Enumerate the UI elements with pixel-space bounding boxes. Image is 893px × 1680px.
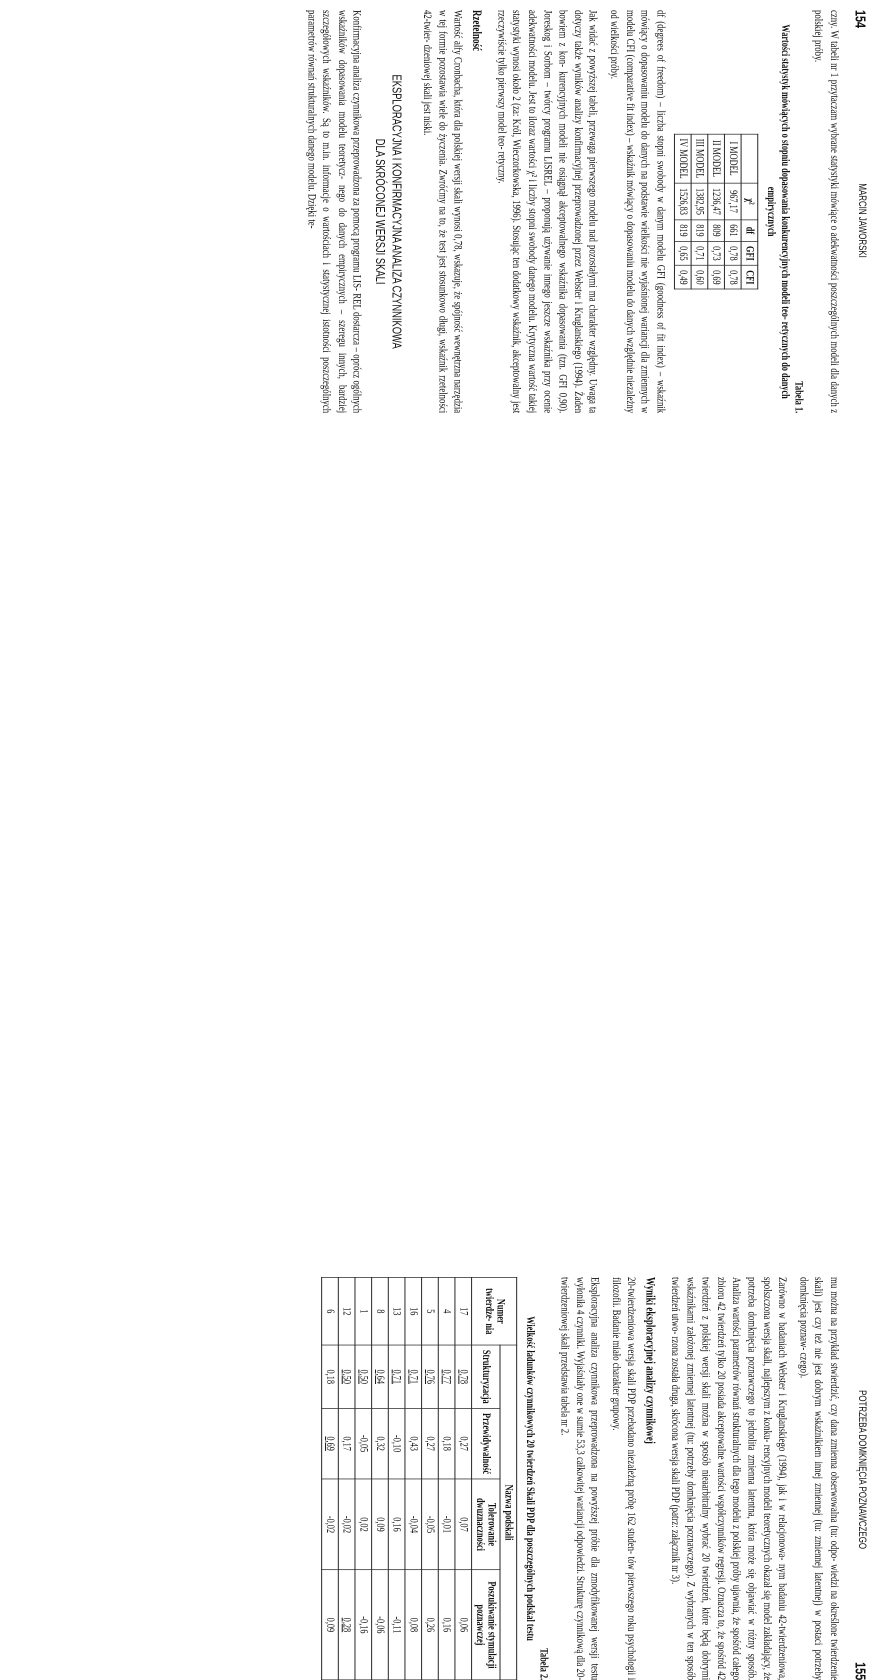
- table-cell: 1382,95: [691, 183, 708, 219]
- table-cell: III MODEL: [691, 134, 708, 183]
- table-cell: 0,09: [372, 1479, 389, 1570]
- table-cell: 0,43: [405, 1408, 422, 1479]
- table1: [674, 134, 758, 290]
- table-cell: 661: [724, 220, 741, 242]
- table-cell: 0,27: [422, 1408, 439, 1479]
- table-cell: 0,78: [455, 1345, 472, 1408]
- paragraph: Eksploracyjna analiza czynnikowa przeprowadzona na powyższej próbie dla zmodyfikowanej wersji testu wyłoniła 4 czynniki. Wyjaśniały one w sumie 53,3 całkowitej wariancji odpowiedzi. Strukturę czynnikową dla 20-twierdzeniowej skali przedstawia tabela nr 2.: [558, 1277, 603, 1680]
- table-cell: 0,18: [322, 1345, 339, 1408]
- table-cell: 0,32: [372, 1408, 389, 1479]
- table-row: [708, 134, 725, 289]
- table-cell: 5: [422, 1277, 439, 1345]
- table2-header: Przewidywalność: [472, 1408, 500, 1479]
- table-cell: 0,16: [439, 1570, 456, 1680]
- table-cell: -0,16: [355, 1570, 372, 1680]
- table1-header: χ²: [741, 183, 758, 219]
- table-cell: 12: [339, 1277, 356, 1345]
- table-cell: 13: [389, 1277, 406, 1345]
- running-head: MARCIN JAWORSKI: [856, 183, 868, 258]
- page-number: 155: [851, 1662, 868, 1680]
- paragraph: Zarówno w badaniach Webster i Kruglanskiego (1994), jak i w relacjonowa- nym badaniu 42-twierdzeniowa, spolszczona wersja skali, najlepszym z konku- rencyjnych modeli teoretycznych okazał się model zakładający, że potrzeba domknięcia poznawczego to jednolita zmienna latentna, która może się objawiać w różny sposób. Analiza wartości parametrów równań strukturalnych dla tego modelu z polskiej próby ujawnia, że spośród całego zbioru 42 twierdzeń tylko 20 posiada akceptowalne wartości współczynników regresji. Oznacza to, że spośród 42 twierdzeń z polskiej wersji skali można w sposób nieaarbitralny wybrać 20 twierdzeń, które będą dobrymi wskaźnikami założonej zmiennej latentnej (tu: potrzeby domknięcia poznawczego). Z wybranych w ten sposób twierdzeń utwo- rzona została druga, skrócona wersja skali PDP (patrz: załącznik nr 3).: [669, 1277, 790, 1680]
- table-row: [439, 1277, 456, 1679]
- page-154: [0, 0, 893, 632]
- table-cell: 0,50: [355, 1345, 372, 1408]
- table-row: [724, 134, 741, 289]
- table2: [322, 1277, 518, 1680]
- table-cell: 0,06: [455, 1570, 472, 1680]
- page-155: [0, 632, 893, 1680]
- table-cell: II MODEL: [708, 134, 725, 183]
- table1-header: [741, 134, 758, 183]
- table-cell: -0,05: [422, 1479, 439, 1570]
- table-row: [355, 1277, 372, 1679]
- page-155-content: [25, 1277, 868, 1680]
- table2-group-header: Nazwa podskali: [501, 1345, 518, 1680]
- table-cell: I MODEL: [724, 134, 741, 183]
- table-row: [322, 1277, 339, 1679]
- table1-header: CFI: [741, 265, 758, 289]
- table-cell: 0,76: [422, 1345, 439, 1408]
- table-cell: 0,69: [708, 265, 725, 289]
- table1-legend: df (degrees of freedom) – liczba stopni swobody w danym modelu GFI (goodness of fit index) – wskaźnik mówiący o dopasowaniu modelu do danych na podstawie wielkości nie wyjaśnionej wariancji dla zmiennych w modelu CFI (comparative fit index) – wskaźnik mówiący o dopasowaniu modelu do danych względnie niezależny od wielkości próby.: [608, 10, 668, 414]
- section-title: [373, 10, 406, 413]
- table-cell: 6: [322, 1277, 339, 1345]
- table-cell: 0,26: [422, 1570, 439, 1680]
- table-cell: 0,50: [339, 1345, 356, 1408]
- table2-header: Strukturyzacja: [472, 1345, 500, 1408]
- table1-header-row: [741, 134, 758, 289]
- table-cell: 0,73: [708, 241, 725, 265]
- table2-header-row: [501, 1277, 518, 1679]
- paragraph-intro: czny. W tabeli nr 1 przytaczam wybrane statystyki mówiące o adekwatności poszczególnych modeli dla danych z polskiej próby.: [812, 10, 842, 414]
- paragraph: mu można na przykład stwierdzić, czy dana zmienna obserwowalna (tu: odpo- wiedzi na określone twierdzenie skali) jest czy też nie jest dobrym wskaźnikiem innej zmiennej (tu: zmiennej latentnej) w postaci potrzeby domknięcia poznaw- czego).: [797, 1277, 842, 1680]
- table-cell: 0,28: [339, 1570, 356, 1680]
- table-cell: 0,09: [322, 1570, 339, 1680]
- table-cell: 16: [405, 1277, 422, 1345]
- table-cell: -0,02: [339, 1479, 356, 1570]
- section-heading-rzetelnosc: Rzetelność: [470, 10, 485, 51]
- table2-label: Tabela 2.: [538, 1648, 550, 1680]
- table-cell: 819: [674, 220, 691, 242]
- section-title-line: EKSPLORACYJNA I KONFIRMACYJNA ANALIZA CZYNNIKOWA: [390, 74, 405, 349]
- page-header: [851, 1277, 868, 1680]
- table2-caption-block: [524, 1277, 551, 1680]
- table-cell: 0,71: [389, 1345, 406, 1408]
- table-cell: 0,27: [455, 1408, 472, 1479]
- table-cell: 0,18: [439, 1408, 456, 1479]
- table-cell: 0,60: [691, 265, 708, 289]
- table-cell: 1236,47: [708, 183, 725, 219]
- table-cell: 0,49: [674, 265, 691, 289]
- table1-caption: Wartości statystyk mówiących o stopniu dopasowania konkurencyjnych modeli teo- retycznych do danych empirycznych: [764, 24, 791, 399]
- table-cell: 0,78: [724, 265, 741, 289]
- table-row: [372, 1277, 389, 1679]
- table-cell: -0,10: [389, 1408, 406, 1479]
- table-cell: 967,17: [724, 183, 741, 219]
- table-row: [455, 1277, 472, 1679]
- table1-caption-block: [764, 10, 805, 413]
- table2-header: Numer twierdze- nia: [472, 1277, 517, 1345]
- table-cell: -0,01: [439, 1479, 456, 1570]
- table-cell: 0,17: [339, 1408, 356, 1479]
- paragraph: Jak widać z powyższej tabeli, przewaga pierwszego modelu nad pozostałymi ma charakter względny. Uwaga ta dotyczy także wyników analizy konfirmacyjnej przeprowadzonej przez Webster i Kruglanskiego (1994). Żaden bowiem z kon- kurencyjnych modeli nie osiągnął akceptowalnego wskaźnika dopasowania (tzn. GFI 0,90). Joreskog i Sorbom – twórcy programu LISREL – proponują używanie innego jeszcze wskaźnika przy ocenie adekwatności modelu. Jest to iloraz wartości χ² i liczby stopni swobody danego modelu. Krytyczna wartość takiej statystyki wynosi około 2 (za: Król, Wieczorkowska, 1996). Stosując ten dodatkowy wskaźnik, akceptowalny jest rzeczywiście tylko pierwszy model teo- retyczny.: [495, 10, 601, 414]
- table-cell: -0,04: [405, 1479, 422, 1570]
- table-cell: 0,16: [389, 1479, 406, 1570]
- table-cell: -0,06: [372, 1570, 389, 1680]
- page-154-content: [25, 10, 868, 413]
- table-cell: -0,05: [355, 1408, 372, 1479]
- table1-label: Tabela 1.: [792, 381, 805, 414]
- table-row: [389, 1277, 406, 1679]
- table-row: [674, 134, 691, 289]
- paragraph: 20-twierdzeniowa wersja skali PDP przebadano niezależną próbę 162 studen- tów pierwszego roku psychologii i filozofii. Badanie miało charakter grupowy.: [610, 1277, 640, 1680]
- paragraph: Wartość alfy Cronbacha, która dla polskiej wersji skali wynosi 0,78, wskazuje, że spójność wewnętrzna narzędzia w tej formie pozostawia wiele do życzenia. Zwróćmy na to, że test jest stosunkowo długi, wskaźnik rzetelności 42-twier- dzeniowej skali jest niski.: [421, 10, 466, 414]
- table-row: [339, 1277, 356, 1679]
- table-cell: 0,08: [405, 1570, 422, 1680]
- table-cell: 809: [708, 220, 725, 242]
- table-cell: 0,65: [674, 241, 691, 265]
- paragraph: Konfirmacyjna analiza czynnikowa przeprowadzona za pomocą programu LIS- REL dostarcza – oprócz ogólnych wskaźników dopasowania modelu teoretycz- nego do danych empirycznych – szeregu innych, bardziej szczegółowych wskaźników. Są to m.in. informacje o wartościach i statystycznej istotności poszczególnych parametrów równań strukturalnych danego modelu. Dzięki te-: [305, 10, 365, 414]
- page-number: 154: [851, 10, 868, 29]
- table1-header: df: [741, 220, 758, 242]
- table2-caption: Wielkość ładunków czynnikowych 20 twierdzeń Skali PDP dla poszczególnych podskal testu: [524, 1316, 537, 1641]
- table2-header: Poszukiwanie stymulacji poznawczej: [472, 1570, 500, 1680]
- table-row: [691, 134, 708, 289]
- table-cell: 8: [372, 1277, 389, 1345]
- section-title-line: DLA SKRÓCONEJ WERSJI SKALI: [373, 138, 389, 285]
- table-cell: 0,69: [322, 1408, 339, 1479]
- table-cell: 0,78: [724, 241, 741, 265]
- table-cell: 819: [691, 220, 708, 242]
- table-row: [405, 1277, 422, 1679]
- table-cell: 4: [439, 1277, 456, 1345]
- table-cell: -0,11: [389, 1570, 406, 1680]
- section-heading: Wyniki eksploracyjnej analizy czynnikowej: [644, 1277, 658, 1444]
- table1-header: GFI: [741, 241, 758, 265]
- table-row: [422, 1277, 439, 1679]
- page-header: [851, 10, 868, 413]
- table-cell: 1: [355, 1277, 372, 1345]
- table-cell: 0,71: [691, 241, 708, 265]
- table-cell: 0,77: [439, 1345, 456, 1408]
- table-cell: IV MODEL: [674, 134, 691, 183]
- table-cell: 0,71: [405, 1345, 422, 1408]
- running-head: POTRZEBA DOMKNIĘCIA POZNAWCZEGO: [856, 1390, 868, 1550]
- table-cell: 0,64: [372, 1345, 389, 1408]
- table-cell: 0,07: [455, 1479, 472, 1570]
- table-cell: 0,02: [355, 1479, 372, 1570]
- table-cell: 17: [455, 1277, 472, 1345]
- table-cell: 1526,83: [674, 183, 691, 219]
- table2-header: Tolerowanie dwuznaczności: [472, 1479, 500, 1570]
- table-cell: -0,02: [322, 1479, 339, 1570]
